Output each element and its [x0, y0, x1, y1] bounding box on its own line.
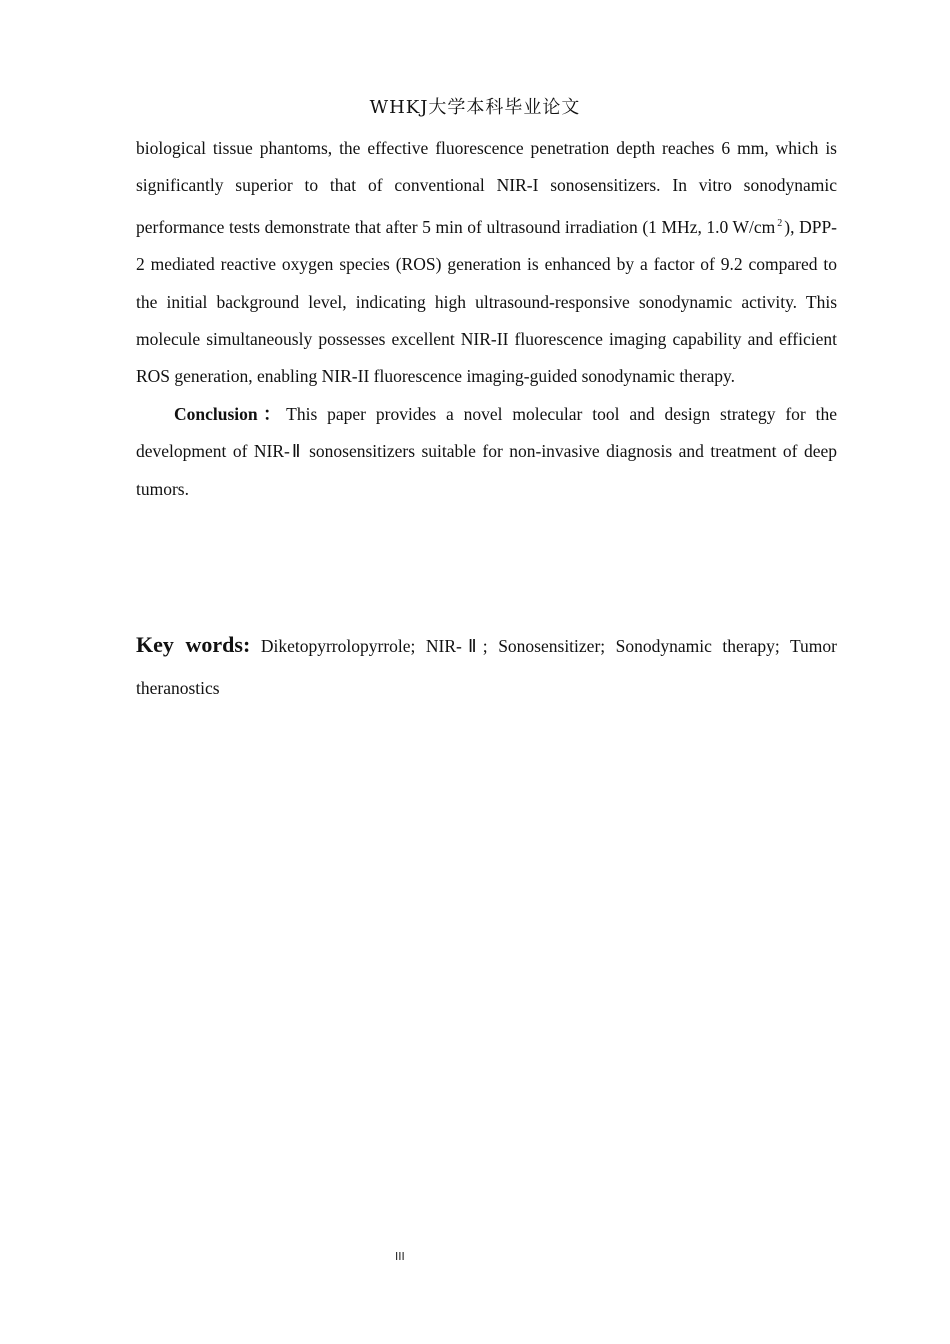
keywords-label: Key words:: [136, 632, 251, 657]
abstract-text-part2: ), DPP-2 mediated reactive oxygen species (ROS) generation is enhanced by a factor of 9.2 compared to the initial background level, indicating high ultrasound‑responsive sonodynamic activity. This molecule simultaneously possesses excellent NIR-II fluorescence imaging capability and efficient ROS generation, enabling NIR-II fluorescence imaging-guided sonodynamic therapy.: [136, 216, 837, 387]
superscript-unit: 2: [777, 217, 783, 229]
page-header-title: WHKJ大学本科毕业论文: [369, 97, 581, 118]
page-number: III: [395, 1250, 405, 1263]
abstract-paragraph: [136, 130, 837, 396]
abstract-body: [136, 130, 837, 508]
keywords-list: Diketopyrrolopyrrole; NIR-Ⅱ; Sonosensitizer; Sonodynamic therapy; Tumor theranostics: [136, 636, 837, 698]
conclusion-text: This paper provides a novel molecular tool and design strategy for the development of NIR-Ⅱ sonosensitizers suitable for non-invasive diagnosis and treatment of deep tumors.: [136, 403, 837, 499]
abstract-text-part1: biological tissue phantoms, the effective fluorescence penetration depth reaches 6 mm, which is significantly superior to that of conventional NIR-I sonosensitizers. In vitro sonodynamic performance tests demonstrate that after 5 min of ultrasound irradiation (1 MHz, 1.0 W/cm: [136, 138, 837, 237]
conclusion-label: Conclusion：: [174, 403, 287, 424]
conclusion-paragraph: [136, 396, 837, 508]
keywords-section: [136, 624, 837, 709]
